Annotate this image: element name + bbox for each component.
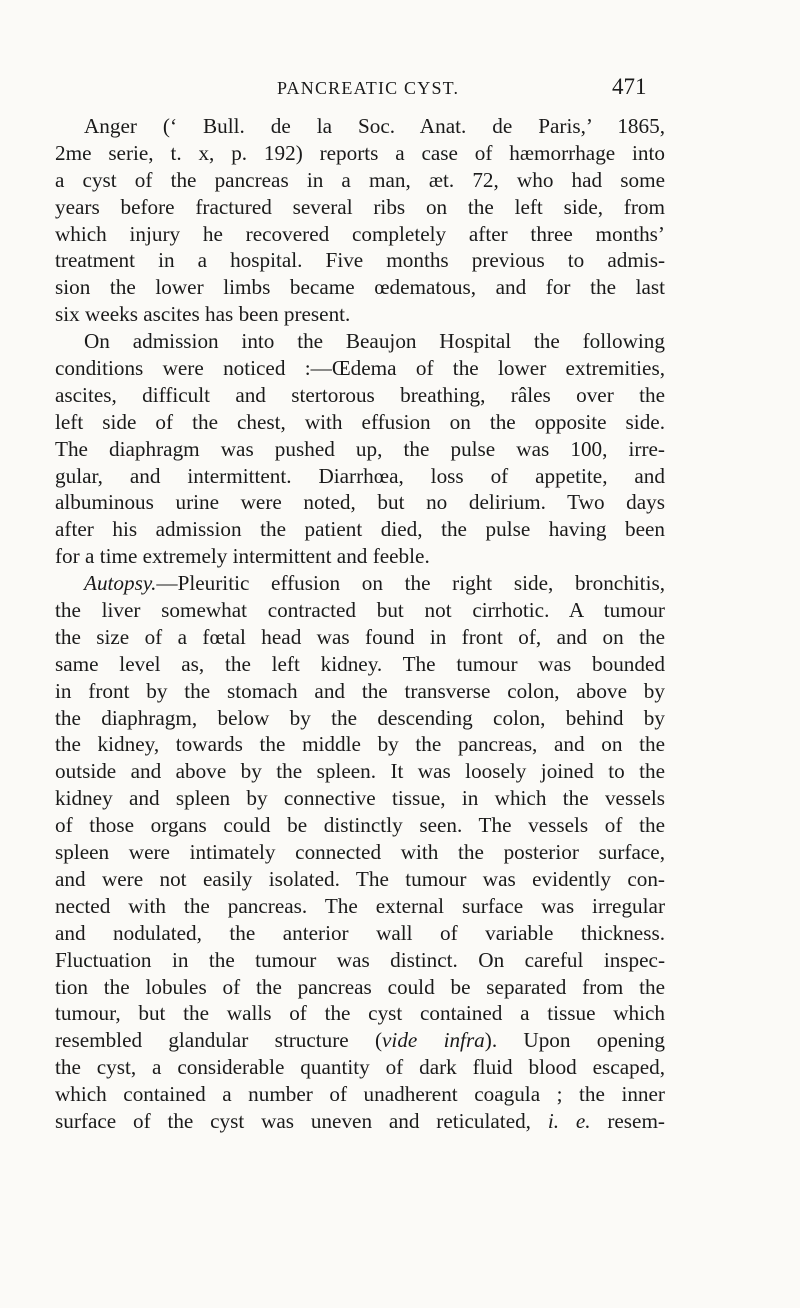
text-line: treatment in a hospital. Five months previous to admis-: [55, 248, 665, 273]
text-line: ascites, difficult and stertorous breathing, râles over the: [55, 382, 665, 407]
text-line: left side of the chest, with effusion on the opposite side.: [55, 409, 665, 434]
text-line: in front by the stomach and the transverse colon, above by: [55, 678, 665, 703]
text-line: of those organs could be distinctly seen. The vessels of the: [55, 813, 665, 838]
text-line: [55, 1108, 665, 1135]
text-line: for a time extremely intermittent and feeble.: [55, 544, 430, 569]
text-line: outside and above by the spleen. It was loosely joined to the: [55, 759, 665, 784]
text-span: —Pleuritic effusion on the right side, bronchitis,: [156, 571, 665, 596]
italic-span: i. e.: [547, 1108, 591, 1133]
text-line: which injury he recovered completely after three months’: [55, 221, 665, 246]
text-line: and were not easily isolated. The tumour was evidently con-: [55, 866, 665, 891]
text-line: six weeks ascites has been present.: [55, 302, 351, 327]
text-span: ). Upon opening: [484, 1028, 665, 1053]
text-line: 2me serie, t. x, p. 192) reports a case of hæmorrhage into: [55, 140, 665, 165]
autopsy-heading: Autopsy.: [84, 571, 157, 596]
text-line: the liver somewhat contracted but not cirrhotic. A tumour: [55, 598, 665, 623]
text-line: The diaphragm was pushed up, the pulse was 100, irre-: [55, 436, 665, 461]
text-line: same level as, the left kidney. The tumour was bounded: [55, 651, 665, 676]
italic-span: vide infra: [382, 1028, 485, 1053]
running-title: PANCREATIC CYST.: [277, 78, 460, 98]
text-span: resem-: [590, 1108, 665, 1133]
text-line: years before fractured several ribs on the left side, from: [55, 194, 665, 219]
text-line: tumour, but the walls of the cyst contained a tissue which: [55, 1001, 665, 1026]
text-line: [55, 570, 665, 597]
text-line: gular, and intermittent. Diarrhœa, loss of appetite, and: [55, 463, 665, 488]
text-line: after his admission the patient died, the pulse having been: [55, 517, 665, 542]
text-line: the cyst, a considerable quantity of dark fluid blood escaped,: [55, 1055, 665, 1080]
page-number: 471: [612, 74, 647, 99]
text-line: On admission into the Beaujon Hospital the following: [84, 329, 665, 354]
text-line: and nodulated, the anterior wall of variable thickness.: [55, 920, 665, 945]
text-line: Anger (‘ Bull. de la Soc. Anat. de Paris,’ 1865,: [84, 114, 665, 138]
text-span: surface of the cyst was uneven and reticulated,: [55, 1108, 548, 1133]
text-line: conditions were noticed :—Œdema of the lower extremities,: [55, 356, 665, 381]
text-line: tion the lobules of the pancreas could be separated from the: [55, 974, 665, 999]
running-header: [0, 74, 800, 104]
text-line: sion the lower limbs became œdematous, and for the last: [55, 275, 665, 300]
text-span: resembled glandular structure (: [55, 1028, 383, 1053]
text-line: nected with the pancreas. The external surface was irregular: [55, 893, 665, 918]
text-line: the diaphragm, below by the descending colon, behind by: [55, 705, 665, 730]
text-line: the kidney, towards the middle by the pancreas, and on the: [55, 732, 665, 757]
text-line: which contained a number of unadherent coagula ; the inner: [55, 1082, 665, 1107]
text-line: albuminous urine were noted, but no delirium. Two days: [55, 490, 665, 515]
text-line: kidney and spleen by connective tissue, in which the vessels: [55, 786, 665, 811]
text-line: a cyst of the pancreas in a man, æt. 72, who had some: [55, 167, 665, 192]
text-line: [55, 1027, 665, 1054]
text-line: spleen were intimately connected with the posterior surface,: [55, 840, 665, 865]
text-line: the size of a fœtal head was found in front of, and on the: [55, 624, 665, 649]
body-text: [55, 113, 665, 1135]
text-line: Fluctuation in the tumour was distinct. On careful inspec-: [55, 947, 665, 972]
